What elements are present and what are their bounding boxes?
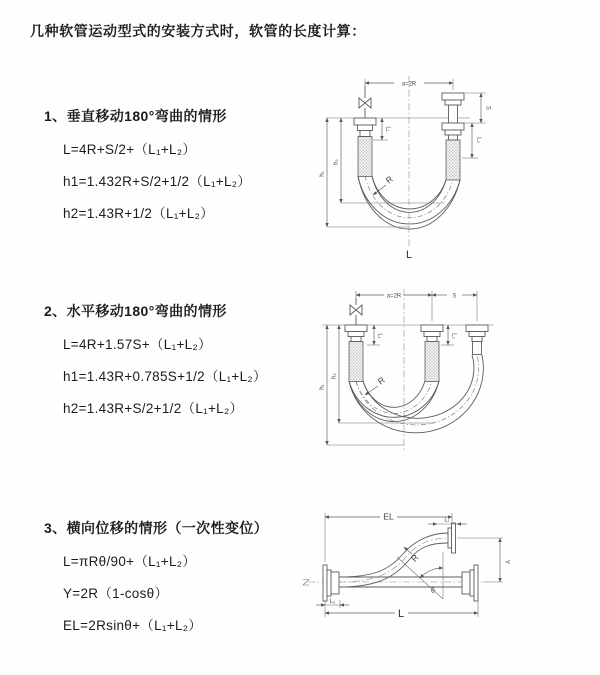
section-3-formula-Y: Y=2R（1-cosθ） (63, 586, 169, 601)
dim-label-s: S (452, 293, 457, 300)
lower-right-flange-fitting (462, 565, 478, 601)
diagram-horizontal-180-bend (312, 283, 547, 463)
dim-label-h1: h₁ (319, 384, 326, 390)
left-flange-fitting (345, 325, 367, 382)
middle-flange-fitting (421, 325, 443, 382)
section-1-formula-h1: h1=1.432R+S/2+1/2（L₁+L₂） (63, 174, 252, 189)
dim-label-y: Y (503, 559, 510, 565)
dim-label-s: S (484, 105, 491, 111)
section-vertical-180-bend (44, 106, 251, 222)
diagram-lateral-displacement (300, 500, 515, 650)
hose-s-curve (339, 533, 448, 587)
diagram-vertical-180-bend (312, 70, 547, 265)
section-1-formula-h2: h2=1.43R+1/2（L₁+L₂） (63, 206, 214, 221)
dim-label-l2: L₂ (475, 137, 482, 143)
dim-label-el: EL (383, 511, 394, 522)
dim-label-a2r: a=2R (386, 293, 402, 300)
dim-label-l1: L₁ (444, 517, 450, 524)
dim-label-l2: L₂ (450, 333, 457, 339)
upper-right-flange-fitting (448, 523, 456, 553)
hose-u-bend-position-1 (349, 381, 439, 422)
section-3-formula-L: L=πRθ/90+（L₁+L₂） (63, 554, 197, 569)
dim-label-l1: L₁ (376, 333, 383, 339)
dim-label-a2r: a=2R (401, 81, 417, 88)
dim-label-h1: h₁ (319, 171, 326, 177)
radius-label: R (409, 552, 421, 564)
centerlines (319, 289, 494, 451)
section-2-formula-h2: h2=1.43R+S/2+1/2（L₁+L₂） (63, 401, 244, 416)
page-title: 几种软管运动型式的安装方式时，软管的长度计算： (30, 23, 366, 39)
hose-u-bend-position-2 (349, 355, 483, 433)
radius-label: R (375, 374, 387, 387)
section-1-heading: 1、垂直移动180°弯曲的情形 (44, 108, 227, 124)
dim-label-h2: h₂ (331, 373, 338, 379)
dim-label-h2: h₂ (333, 159, 340, 165)
section-3-heading: 3、横向位移的情形（一次性变位） (44, 520, 269, 536)
radius-label: R (383, 173, 395, 186)
section-2-formula-L: L=4R+1.57S+（L₁+L₂） (63, 337, 212, 352)
right-flange-fitting (466, 325, 488, 355)
dimension-lines (327, 79, 486, 227)
left-flange-fitting (354, 118, 376, 177)
length-label: L (397, 608, 405, 620)
dim-label-l2: L₂ (329, 599, 336, 605)
section-lateral-displacement (44, 518, 268, 634)
section-3-formula-EL: EL=2Rsinθ+（L₁+L₂） (63, 618, 203, 633)
angle-label: θ (431, 588, 435, 595)
section-horizontal-180-bend (44, 301, 267, 417)
right-flange-fitting (442, 93, 464, 180)
section-2-heading: 2、水平移动180°弯曲的情形 (44, 303, 227, 319)
left-flange-fitting (323, 565, 339, 601)
section-1-formula-L: L=4R+S/2+（L₁+L₂） (63, 142, 197, 157)
length-label: L (405, 249, 413, 261)
section-2-formula-h1: h1=1.43R+0.785S+1/2（L₁+L₂） (63, 369, 267, 384)
dim-label-l1: L₁ (384, 126, 391, 132)
